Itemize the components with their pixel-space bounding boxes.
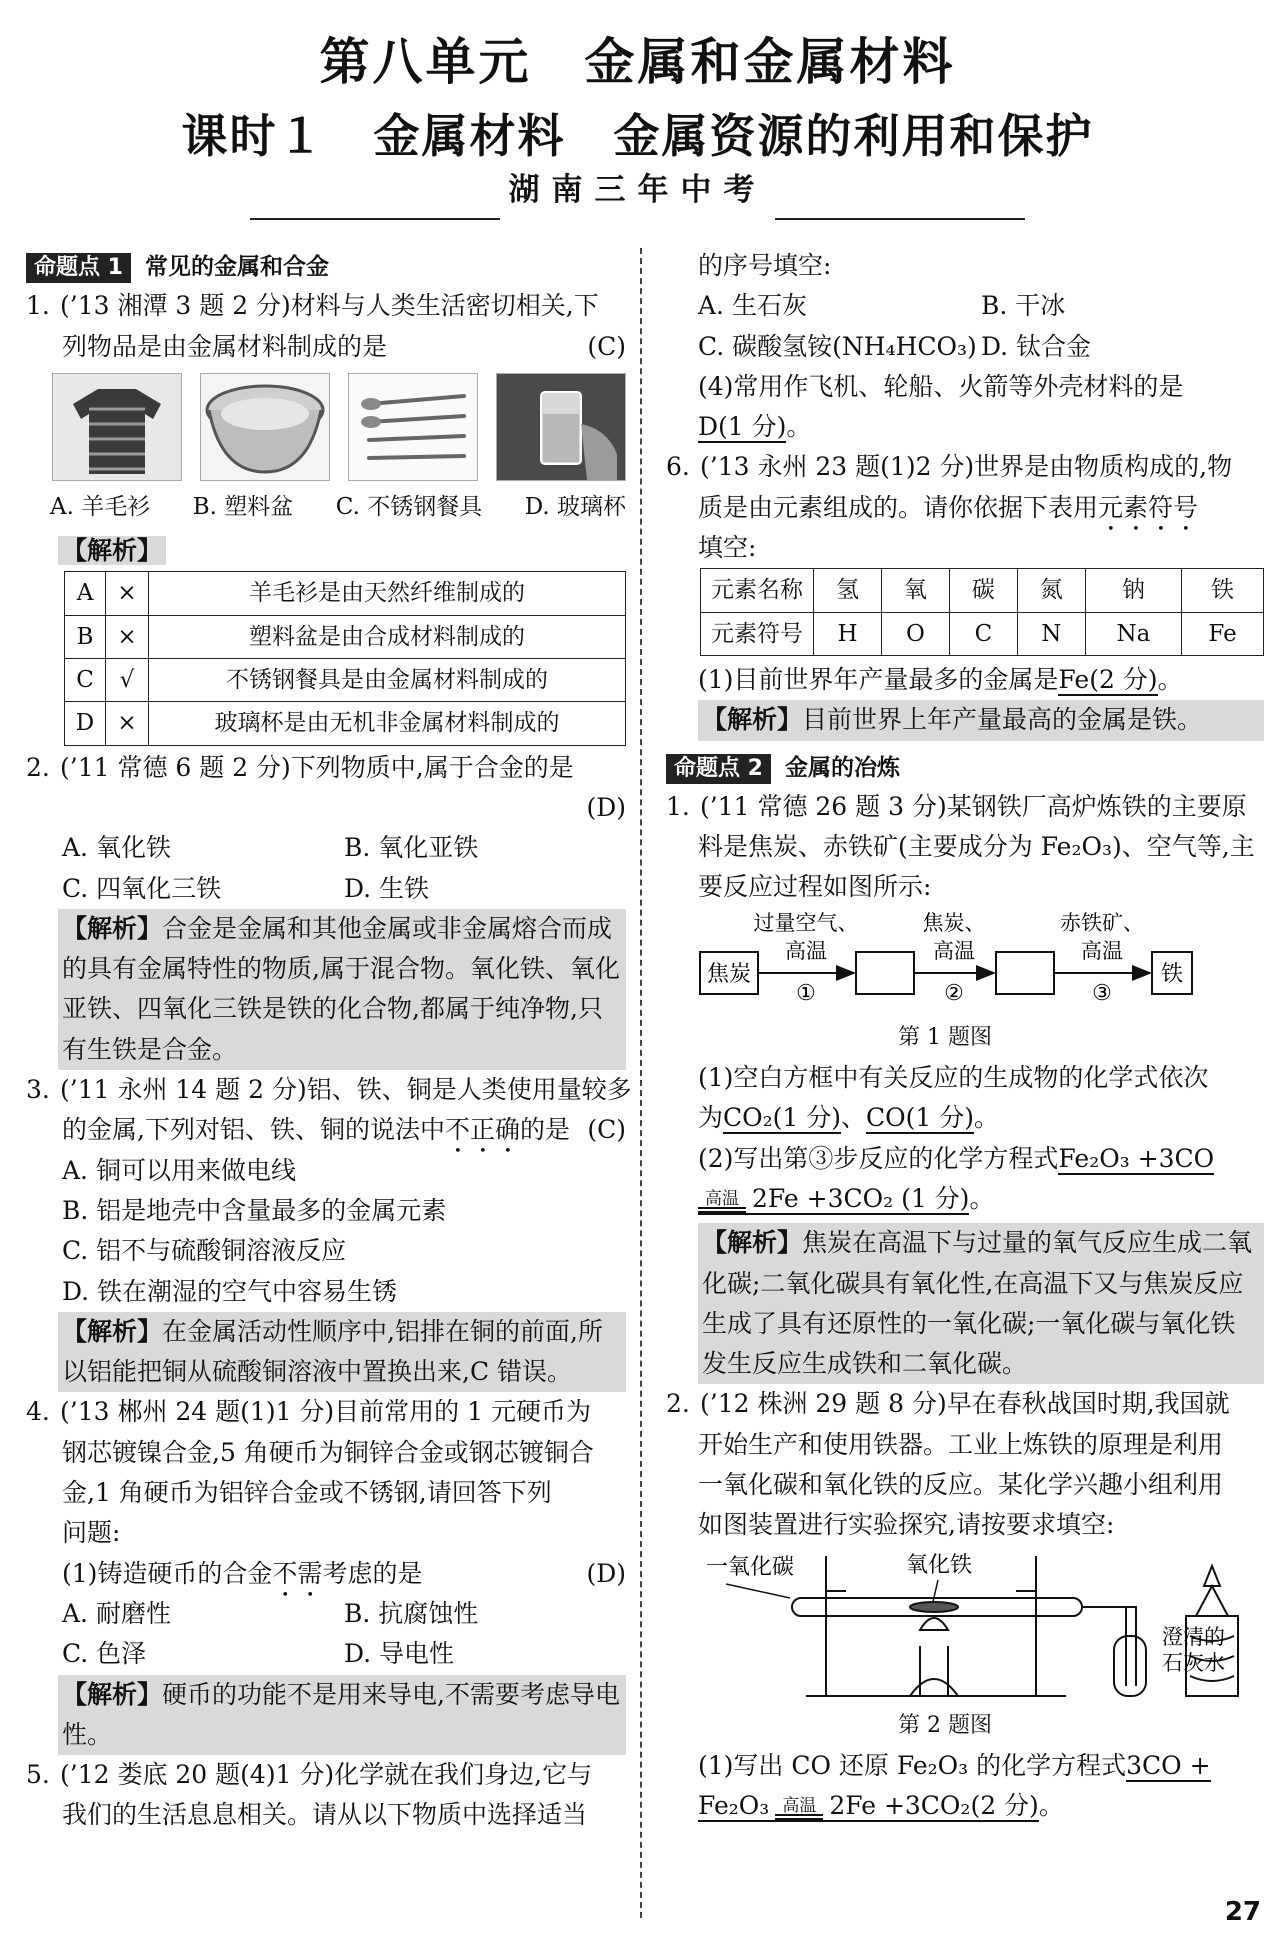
q5-option-c: C. 碳酸氢铵(NH₄HCO₃) (698, 331, 977, 361)
q4-number: 4. (26, 1397, 50, 1427)
k2q2-end: 。 (1038, 1791, 1064, 1821)
k2q1-eq-right: 2Fe +3CO₂ (1 分) (752, 1183, 970, 1213)
table-cell: C (949, 612, 1017, 655)
q6-jiexi (698, 700, 1264, 740)
apparatus-lime-label-2: 石灰水 (1162, 1650, 1225, 1675)
k2q1-line3: 要反应过程如图所示: (698, 872, 932, 902)
flow-cond2b: 高温 (933, 938, 975, 963)
q2-number: 2. (26, 752, 50, 782)
q2-option-c: C. 四氧化三铁 (62, 873, 222, 903)
table-cell: H (814, 612, 882, 655)
left-column (26, 246, 632, 1836)
q5-sub: (4)常用作飞机、轮船、火箭等外壳材料的是 (698, 371, 1184, 401)
q4-sub-a: (1)铸造硬币的合金 (62, 1558, 273, 1588)
k2q2-line4: 如图装置进行实验探究,请按要求填空: (698, 1510, 1115, 1540)
section-title: 湖南三年中考 (508, 172, 767, 208)
jiexi-tag: 【解析】 (62, 913, 163, 943)
k2q1-jiexi (698, 1223, 1264, 1384)
jiexi-text: 合金是金属和其他金属或非金属熔合而成的具有金属特性的物质,属于混合物。氧化铁、氧化亚铁、四氧化三铁是铁的化合物,都属于纯净物,只有生铁是合金。 (62, 913, 620, 1064)
k2q2-answer-b: Fe₂O₃ (698, 1791, 770, 1821)
table-row (701, 569, 1264, 612)
table-cell: 氮 (1017, 569, 1085, 612)
k2q2-line1: (’12 株洲 29 题 8 分)早在春秋战国时期,我国就 (700, 1389, 1230, 1419)
k2q2-eq-cond: 高温 (782, 1796, 817, 1817)
q1-line1: (’13 湘潭 3 题 2 分)材料与人类生活密切相关,下 (60, 291, 599, 321)
k2q1-eq-cond: 高温 (705, 1188, 739, 1209)
q5-answer: D(1 分) (698, 412, 787, 442)
k2q2-sub1: (1)写出 CO 还原 Fe₂O₃ 的化学方程式 (698, 1750, 1127, 1780)
sweater-image (52, 373, 182, 481)
q1-caption-d: D. 玻璃杯 (524, 493, 626, 520)
co-reduction-apparatus (666, 1546, 1264, 1706)
k2q1-line1: (’11 常德 26 题 3 分)某钢铁厂高炉炼铁的主要原 (700, 791, 1247, 821)
table-cell: 铁 (1182, 569, 1264, 612)
jiexi-tag: 【解析】 (702, 1228, 803, 1258)
q3-option-b: B. 铝是地壳中含量最多的金属元素 (62, 1195, 447, 1225)
q4-option-c: C. 色泽 (62, 1639, 147, 1669)
kp1-title: 常见的金属和合金 (144, 254, 329, 280)
q6-line2a: 质是由元素组成的。请你依据下表用 (698, 492, 1099, 522)
k2q2-equation-answer (698, 1791, 1039, 1822)
flow-cond1b: 高温 (785, 938, 827, 963)
q6-sub: (1)目前世界年产量最多的金属是 (698, 664, 1059, 694)
q5-number: 5. (26, 1760, 50, 1790)
k2q1-eq-left: Fe₂O₃ +3CO (1058, 1143, 1215, 1173)
q4-sub-c: 考虑的是 (322, 1558, 423, 1588)
table-cell: √ (106, 659, 149, 702)
q1-caption-a: A. 羊毛衫 (50, 493, 151, 520)
jiexi-tag: 【解析】 (62, 1679, 163, 1709)
table-row (65, 702, 626, 745)
question-2 (26, 748, 626, 1070)
table-cell: 氧 (881, 569, 949, 612)
question-3 (26, 1070, 632, 1392)
flow-end-label: 铁 (1160, 961, 1184, 987)
k2q1-sub1b: 为 (698, 1103, 724, 1133)
q2-option-b: B. 氧化亚铁 (344, 833, 479, 863)
q3-number: 3. (26, 1075, 50, 1105)
q5-line3: 的序号填空: (698, 251, 832, 280)
table-row (65, 659, 626, 702)
table-cell: Na (1085, 612, 1181, 655)
q2-answer: (D) (586, 792, 626, 822)
k2q1-line2: 料是焦炭、赤铁矿(主要成分为 Fe₂O₃)、空气等,主 (698, 832, 1255, 862)
apparatus-lime-label-1: 澄清的 (1162, 1624, 1225, 1649)
unit-title: 第八单元 金属和金属材料 (319, 33, 956, 91)
jiexi-tag: 【解析】 (702, 705, 803, 735)
q3-option-d: D. 铁在潮湿的空气中容易生锈 (62, 1276, 398, 1306)
question-5-cont (666, 246, 1264, 447)
q5-option-a: A. 生石灰 (698, 291, 807, 321)
table-cell: N (1017, 612, 1085, 655)
column-divider (640, 248, 642, 1918)
jiexi-tag: 【解析】 (62, 1316, 163, 1346)
q4-line4: 问题: (62, 1518, 121, 1548)
q3-option-a: A. 铜可以用来做电线 (62, 1155, 296, 1185)
k2q2-number: 2. (666, 1389, 690, 1419)
flow-cond3a: 赤铁矿、 (1060, 910, 1144, 935)
q3-line2b: 不正确 (444, 1115, 520, 1145)
right-column (666, 246, 1264, 1827)
q1-number: 1. (26, 291, 50, 321)
table-cell: 元素名称 (701, 569, 814, 612)
table-cell: 碳 (949, 569, 1017, 612)
cutlery-image (348, 373, 478, 481)
flow-box-blank-1 (856, 952, 914, 994)
q4-sub-b: 不需 (272, 1558, 323, 1588)
table-row (65, 572, 626, 615)
table-cell: 塑料盆是由合成材料制成的 (149, 615, 626, 658)
q4-line3: 金,1 角硬币为铝锌合金或不锈钢,请回答下列 (62, 1478, 552, 1508)
q2-option-d: D. 生铁 (344, 873, 430, 903)
apparatus-fe2o3-label: 氧化铁 (906, 1552, 973, 1578)
header-rule-right (775, 218, 1025, 220)
k2q2-answer-a: 3CO + (1126, 1750, 1211, 1780)
q1-jiexi-label: 【解析】 (58, 536, 166, 565)
glass-cup-image (496, 373, 626, 481)
flow-step2: ② (944, 980, 964, 1006)
flow-cond1a: 过量空气、 (753, 910, 859, 935)
plastic-basin-image (200, 373, 330, 481)
q1-caption-c: C. 不锈钢餐具 (335, 493, 483, 520)
k2q2-answer-c: 2Fe +3CO₂(2 分) (829, 1791, 1039, 1821)
q4-answer: (D) (586, 1558, 626, 1588)
table-row (701, 612, 1264, 655)
question-6 (666, 447, 1264, 740)
header-rule-left (250, 218, 500, 220)
q6-end: 。 (1157, 664, 1183, 694)
q6-line1: (’13 永州 23 题(1)2 分)世界是由物质构成的,物 (700, 452, 1233, 482)
q4-line1: (’13 郴州 24 题(1)1 分)目前常用的 1 元硬币为 (60, 1397, 591, 1427)
table-cell: 钠 (1085, 569, 1181, 612)
flow-cond3b: 高温 (1081, 938, 1123, 963)
q5-end: 。 (786, 412, 812, 442)
q5-option-d: D. 钛合金 (981, 331, 1092, 361)
k2q1-end2: 。 (969, 1183, 995, 1213)
q3-line2a: 的金属,下列对铝、铁、铜的说法中 (62, 1115, 445, 1145)
k2q1-equation-answer (698, 1184, 969, 1215)
q1-images (52, 373, 626, 483)
table-cell: C (65, 659, 106, 702)
q2-option-a: A. 氧化铁 (62, 833, 171, 863)
k2q1-answer-1b: CO(1 分) (866, 1103, 975, 1133)
q4-option-d: D. 导电性 (344, 1639, 455, 1669)
table-cell: × (106, 615, 149, 658)
q4-option-a: A. 耐磨性 (62, 1598, 171, 1628)
q5-line2: 我们的生活息息相关。请从以下物质中选择适当 (62, 1800, 588, 1830)
q3-jiexi (58, 1312, 626, 1393)
flow-step1: ① (796, 980, 816, 1006)
k2q1-sub1: (1)空白方框中有关反应的生成物的化学式依次 (698, 1063, 1209, 1093)
q6-line3: 填空: (698, 533, 757, 563)
lesson-title: 课时１ 金属材料 金属资源的利用和保护 (181, 109, 1094, 163)
q1-line2: 列物品是由金属材料制成的是 (62, 331, 388, 361)
q3-line2c: 的是 (519, 1115, 570, 1145)
q4-option-b: B. 抗腐蚀性 (344, 1598, 479, 1628)
q3-answer: (C) (587, 1115, 626, 1145)
q6-line2b: 元素符号 (1098, 492, 1199, 522)
question-5-start (26, 1755, 626, 1836)
table-cell: 玻璃杯是由无机非金属材料制成的 (149, 702, 626, 745)
q3-line1: (’11 永州 14 题 2 分)铝、铁、铜是人类使用量较多 (60, 1075, 632, 1105)
q1-captions (50, 487, 626, 527)
table-cell: A (65, 572, 106, 615)
k2q2-line3: 一氧化碳和氧化铁的反应。某化学兴趣小组利用 (698, 1470, 1224, 1500)
q2-line1: (’11 常德 6 题 2 分)下列物质中,属于合金的是 (60, 752, 574, 782)
kp2-badge: 命题点 2 (666, 754, 771, 784)
flow-step3: ③ (1092, 980, 1112, 1006)
q5-option-b: B. 干冰 (981, 291, 1066, 321)
process-flow-diagram (666, 908, 1264, 1018)
table-cell: B (65, 615, 106, 658)
table-row (65, 615, 626, 658)
kp2-heading (666, 747, 1264, 787)
flow-box-blank-2 (996, 952, 1054, 994)
q1-caption-b: B. 塑料盆 (192, 493, 294, 520)
q6-number: 6. (666, 452, 690, 482)
k2q1-sep: 、 (841, 1103, 867, 1133)
table-cell: 不锈钢餐具是由金属材料制成的 (149, 659, 626, 702)
element-table (700, 568, 1264, 656)
k2q1-caption: 第 1 题图 (898, 1024, 992, 1050)
kp2-question-1 (666, 787, 1264, 1385)
jiexi-text: 焦炭在高温下与过量的氧气反应生成二氧化碳;二氧化碳具有氧化性,在高温下又与焦炭反应生成了具有还原性的一氧化碳;一氧化碳与氧化铁发生反应生成铁和二氧化碳。 (702, 1228, 1253, 1379)
k2q2-caption: 第 2 题图 (898, 1712, 992, 1738)
q4-line2: 钢芯镀镍合金,5 角硬币为铜锌合金或钢芯镀铜合 (62, 1437, 594, 1467)
table-cell: × (106, 702, 149, 745)
table-cell: 羊毛衫是由天然纤维制成的 (149, 572, 626, 615)
q1-answer: (C) (587, 331, 626, 361)
q3-option-c: C. 铝不与硫酸铜溶液反应 (62, 1236, 347, 1266)
k2q1-answer-1a: CO₂(1 分) (723, 1103, 842, 1133)
k2q2-line2: 开始生产和使用铁器。工业上炼铁的原理是利用 (698, 1429, 1224, 1459)
k2q1-number: 1. (666, 791, 690, 821)
kp1-badge: 命题点 1 (26, 253, 131, 283)
table-cell: × (106, 572, 149, 615)
jiexi-text: 在金属活动性顺序中,铝排在铜的前面,所以铝能把铜从硫酸铜溶液中置换出来,C 错误。 (62, 1316, 603, 1387)
jiexi-text: 目前世界上年产量最高的金属是铁。 (802, 705, 1203, 735)
q2-jiexi (58, 909, 626, 1070)
q4-jiexi (58, 1675, 626, 1756)
q1-analysis-table (64, 571, 626, 745)
flow-cond2a: 焦炭、 (922, 910, 986, 935)
table-cell: 元素符号 (701, 612, 814, 655)
k2q1-sub2: (2)写出第③步反应的化学方程式 (698, 1143, 1059, 1173)
apparatus-co-label: 一氧化碳 (706, 1554, 795, 1580)
kp2-title: 金属的冶炼 (784, 754, 900, 781)
table-cell: O (881, 612, 949, 655)
k2q1-end1: 。 (974, 1103, 1000, 1133)
question-1 (26, 286, 626, 745)
flow-start-label: 焦炭 (706, 961, 752, 987)
table-cell: 氢 (814, 569, 882, 612)
table-cell: D (65, 702, 106, 745)
page-number: 27 (1224, 1897, 1261, 1927)
table-cell: Fe (1182, 612, 1264, 655)
question-4 (26, 1392, 626, 1755)
q6-answer: Fe(2 分) (1058, 664, 1158, 694)
kp1-heading (26, 246, 626, 286)
jiexi-text: 硬币的功能不是用来导电,不需要考虑导电性。 (62, 1679, 620, 1749)
q5-line1: (’12 娄底 20 题(4)1 分)化学就在我们身边,它与 (60, 1760, 593, 1790)
kp2-question-2 (666, 1384, 1264, 1826)
apparatus-co-pointer (726, 1584, 790, 1598)
